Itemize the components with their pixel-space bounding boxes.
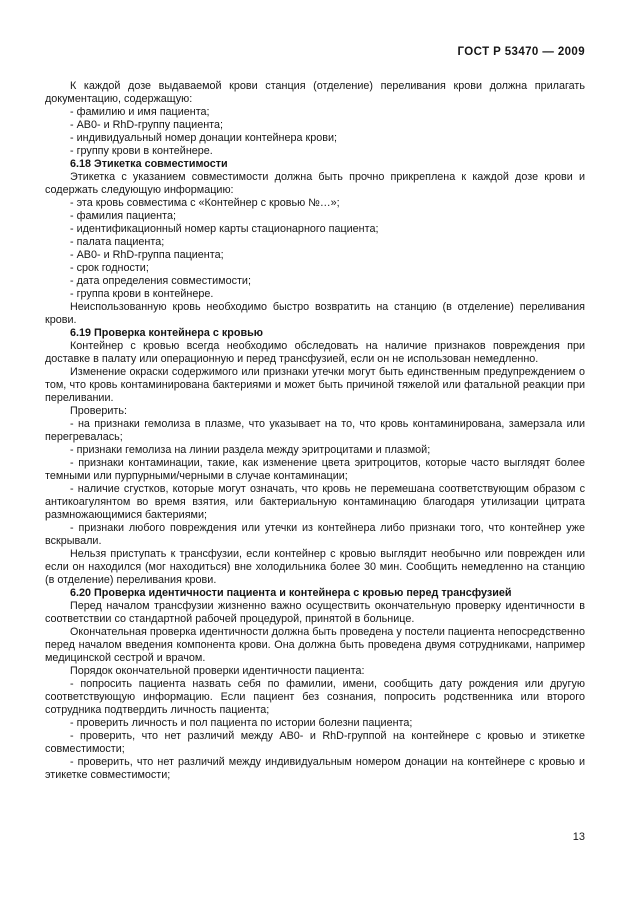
paragraph: - фамилия пациента;	[70, 210, 176, 222]
paragraph: - проверить личность и пол пациента по истории болезни пациента;	[70, 717, 413, 729]
paragraph: Нельзя приступать к трансфузии, если контейнер с кровью выглядит необычно или поврежден или если он находился (мог находиться) вне холодильника более 30 мин. Сообщить немедленно на станцию (в отделение) переливания крови.	[45, 548, 585, 586]
paragraph: - эта кровь совместима с «Контейнер с кровью №…»;	[70, 197, 340, 209]
section-heading: 6.19 Проверка контейнера с кровью	[70, 327, 263, 339]
paragraph: - проверить, что нет различий между индивидуальным номером донации на контейнере с кровью и этикетке совместимости;	[45, 756, 585, 781]
paragraph: Порядок окончательной проверки идентичности пациента:	[70, 665, 365, 677]
paragraph: Проверить:	[70, 405, 127, 417]
paragraph: - индивидуальный номер донации контейнера крови;	[70, 132, 338, 144]
paragraph: Изменение окраски содержимого или признаки утечки могут быть единственным предупреждением о том, что кровь контаминирована бактериями и может быть причиной тяжелой или фатальной реакции при переливании.	[45, 366, 585, 404]
paragraph: - признаки любого повреждения или утечки из контейнера либо признаки того, что контейнер уже вскрывали.	[45, 522, 585, 547]
paragraph: Контейнер с кровью всегда необходимо обследовать на наличие признаков повреждения при доставке в палату или операционную и перед трансфузией, если он не использован немедленно.	[45, 340, 585, 365]
paragraph: - палата пациента;	[70, 236, 165, 248]
paragraph: Неиспользованную кровь необходимо быстро возвратить на станцию (в отделение) переливания крови.	[45, 301, 585, 326]
paragraph: - группа крови в контейнере.	[70, 288, 214, 300]
paragraph: - дата определения совместимости;	[70, 275, 251, 287]
paragraph: Этикетка с указанием совместимости должна быть прочно прикреплена к каждой дозе крови и содержать следующую информацию:	[45, 171, 585, 196]
paragraph: - на признаки гемолиза в плазме, что указывает на то, что кровь контаминирована, замерзала или перегревалась;	[45, 418, 585, 443]
paragraph: - наличие сгустков, которые могут означать, что кровь не перемешана соответствующим образом с антикоагулянтом во время взятия, или бактериальную контаминацию благодаря утилизации цитрата размножающимися бактериями;	[45, 483, 585, 521]
document-body	[45, 80, 585, 782]
paragraph: - проверить, что нет различий между АВ0- и RhD-группой на контейнере с кровью и этикетке совместимости;	[45, 730, 585, 755]
paragraph: К каждой дозе выдаваемой крови станция (отделение) переливания крови должна прилагать документацию, содержащую:	[45, 80, 585, 105]
paragraph: - фамилию и имя пациента;	[70, 106, 210, 118]
paragraph: - группу крови в контейнере.	[70, 145, 213, 157]
paragraph: Перед началом трансфузии жизненно важно осуществить окончательную проверку идентичности в соответствии со стандартной рабочей процедурой, принятой в больнице.	[45, 600, 585, 625]
paragraph: - АВ0- и RhD-группу пациента;	[70, 119, 223, 131]
standard-code-header: ГОСТ Р 53470 — 2009	[457, 46, 585, 58]
section-heading: 6.18 Этикетка совместимости	[70, 158, 228, 170]
paragraph: Окончательная проверка идентичности должна быть проведена у постели пациента непосредственно перед началом введения компонента крови. Она должна быть проведена двумя сотрудниками, например медицинской сестрой и врачом.	[45, 626, 585, 664]
paragraph: - признаки контаминации, такие, как изменение цвета эритроцитов, которые часто выглядят более темными или пурпурными/черными в случае контаминации;	[45, 457, 585, 482]
paragraph: - признаки гемолиза на линии раздела между эритроцитами и плазмой;	[70, 444, 431, 456]
section-heading: 6.20 Проверка идентичности пациента и контейнера с кровью перед трансфузией	[70, 587, 512, 599]
paragraph: - попросить пациента назвать себя по фамилии, имени, сообщить дату рождения или другую соответствующую информацию. Если пациент без сознания, попросить родственника или второго сотрудника подтвердить личность пациента;	[45, 678, 585, 716]
paragraph: - срок годности;	[70, 262, 149, 274]
paragraph: - идентификационный номер карты стационарного пациента;	[70, 223, 379, 235]
page-number: 13	[572, 831, 585, 843]
paragraph: - АВ0- и RhD-группа пациента;	[70, 249, 224, 261]
